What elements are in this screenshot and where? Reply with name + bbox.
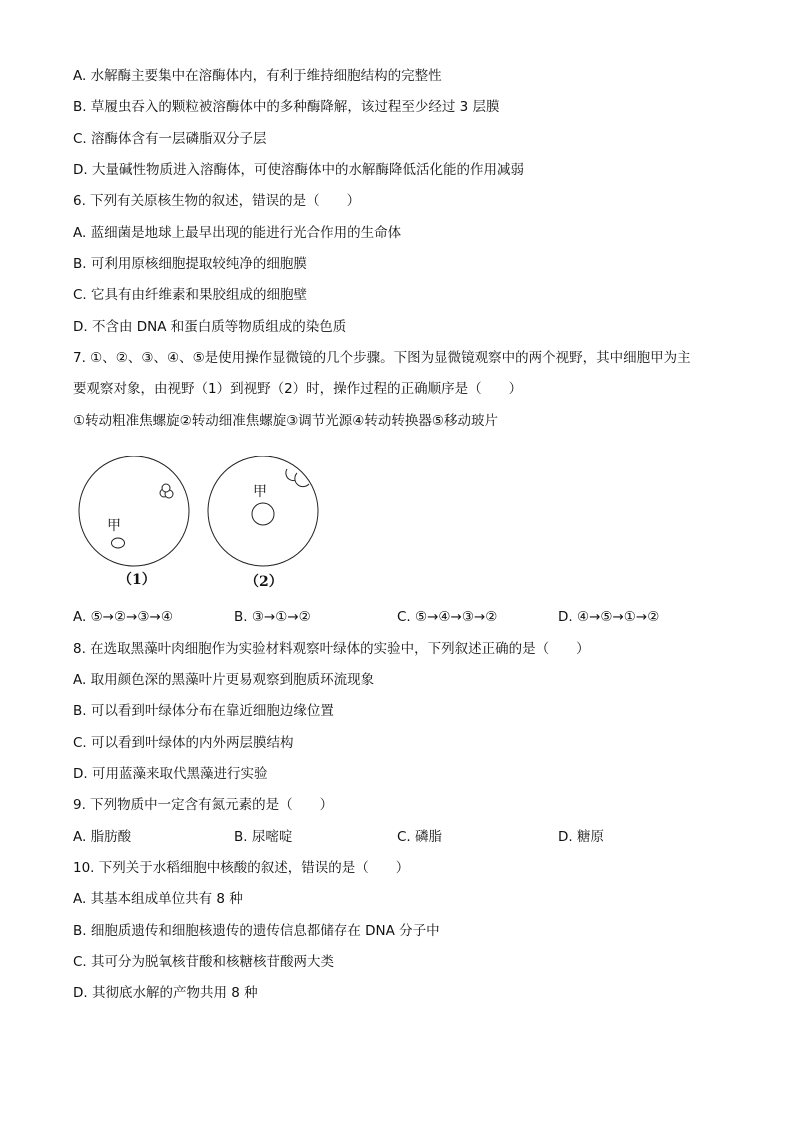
q7-option-b: B. ③→①→② <box>234 609 311 625</box>
q5-option-d: D. 大量碱性物质进入溶酶体，可使溶酶体中的水解酶降低活化能的作用减弱 <box>73 162 524 178</box>
field-1-circle <box>79 456 189 566</box>
field-1-cell-jia <box>112 538 125 548</box>
q9-stem: 9. 下列物质中一定含有氮元素的是（ ） <box>73 797 334 813</box>
field-2-edge-cell <box>295 473 309 487</box>
field-1-caption: （1） <box>118 572 156 588</box>
q7-option-a: A. ⑤→②→③→④ <box>73 609 173 625</box>
q9-option-d: D. 糖原 <box>558 829 604 845</box>
q5-option-c: C. 溶酶体含有一层磷脂双分子层 <box>73 131 267 147</box>
q9-option-c: C. 磷脂 <box>397 829 443 845</box>
q5-option-b: B. 草履虫吞入的颗粒被溶酶体中的多种酶降解，该过程至少经过 3 层膜 <box>73 99 500 115</box>
q10-option-c: C. 其可分为脱氧核苷酸和核糖核苷酸两大类 <box>73 954 335 970</box>
q7-option-d: D. ④→⑤→①→② <box>558 609 660 625</box>
q8-option-a: A. 取用颜色深的黑藻叶片更易观察到胞质环流现象 <box>73 672 375 688</box>
field-1-small-cell <box>162 484 170 492</box>
q8-stem: 8. 在选取黑藻叶肉细胞作为实验材料观察叶绿体的实验中，下列叙述正确的是（ ） <box>73 641 590 657</box>
q6-option-a: A. 蓝细菌是地球上最早出现的能进行光合作用的生命体 <box>73 225 402 241</box>
microscope-fields-drawing <box>78 456 328 568</box>
q7-steps: ①转动粗准焦螺旋②转动细准焦螺旋③调节光源④转动转换器⑤移动玻片 <box>73 413 499 429</box>
field-1-label-jia: 甲 <box>107 518 121 534</box>
q6-option-c: C. 它具有由纤维素和果胶组成的细胞壁 <box>73 287 308 303</box>
q6-option-d: D. 不含由 DNA 和蛋白质等物质组成的染色质 <box>73 319 347 335</box>
q8-option-d: D. 可用蓝藻来取代黑藻进行实验 <box>73 766 268 782</box>
q10-stem: 10. 下列关于水稻细胞中核酸的叙述，错误的是（ ） <box>73 860 410 876</box>
q8-option-c: C. 可以看到叶绿体的内外两层膜结构 <box>73 735 294 751</box>
q7-stem-line2: 要观察对象，由视野（1）到视野（2）时，操作过程的正确顺序是（ ） <box>73 381 523 397</box>
q10-option-b: B. 细胞质遗传和细胞核遗传的遗传信息都储存在 DNA 分子中 <box>73 923 440 939</box>
field-2-caption: （2） <box>245 574 283 590</box>
q8-option-b: B. 可以看到叶绿体分布在靠近细胞边缘位置 <box>73 703 334 719</box>
microscope-fields-figure <box>78 456 328 591</box>
field-2-cell-jia <box>252 503 274 525</box>
field-2-label-jia: 甲 <box>253 484 267 500</box>
q9-option-b: B. 尿嘧啶 <box>234 829 293 845</box>
q6-stem: 6. 下列有关原核生物的叙述，错误的是（ ） <box>73 193 361 209</box>
q7-option-c: C. ⑤→④→③→② <box>397 609 498 625</box>
q7-stem-line1: 7. ①、②、③、④、⑤是使用操作显微镜的几个步骤。下图为显微镜观察中的两个视野，其中细胞甲为主 <box>73 350 691 366</box>
q5-option-a: A. 水解酶主要集中在溶酶体内，有利于维持细胞结构的完整性 <box>73 68 442 84</box>
q9-option-a: A. 脂肪酸 <box>73 829 132 845</box>
q10-option-a: A. 其基本组成单位共有 8 种 <box>73 891 243 907</box>
q6-option-b: B. 可利用原核细胞提取较纯净的细胞膜 <box>73 256 307 272</box>
q10-option-d: D. 其彻底水解的产物共用 8 种 <box>73 985 258 1001</box>
